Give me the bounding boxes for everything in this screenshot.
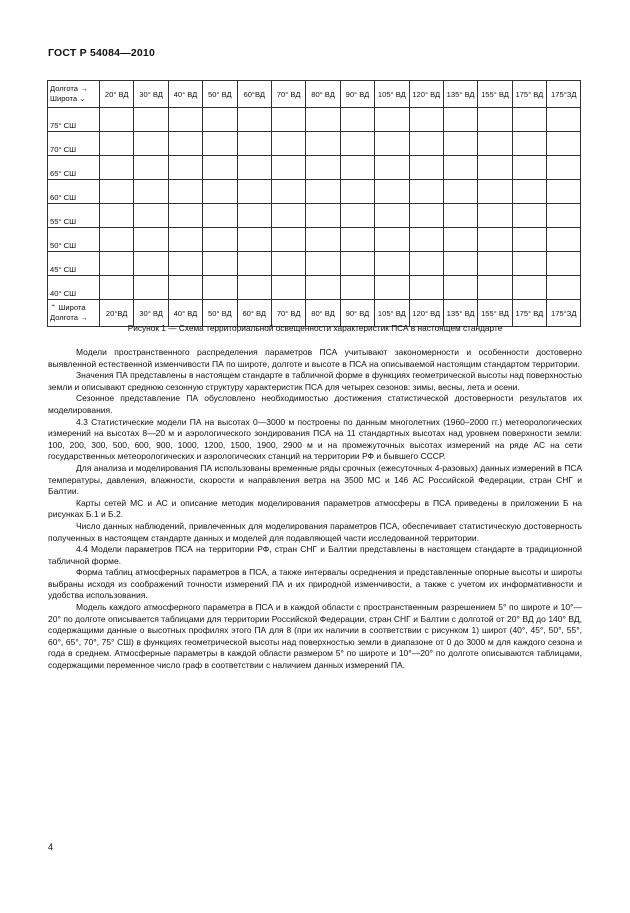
latitude-row bbox=[48, 228, 581, 252]
latitude-label: 75° СШ bbox=[48, 108, 100, 132]
longitude-header-row bbox=[48, 81, 581, 108]
grid-cell bbox=[203, 156, 237, 180]
grid-cell bbox=[168, 276, 202, 300]
grid-cell bbox=[340, 228, 374, 252]
grid-cell bbox=[478, 132, 512, 156]
grid-cell bbox=[237, 228, 271, 252]
longitude-footer: 70° ВД bbox=[271, 300, 305, 327]
grid-cell bbox=[168, 132, 202, 156]
grid-cell bbox=[409, 276, 443, 300]
latitude-label: 65° СШ bbox=[48, 156, 100, 180]
grid-cell bbox=[203, 228, 237, 252]
grid-cell bbox=[271, 108, 305, 132]
grid-cell bbox=[443, 252, 477, 276]
figure-caption: Рисунок 1 — Схема территориальной освещенности характеристик ПСА в настоящем стандарте bbox=[127, 323, 503, 333]
grid-cell bbox=[478, 252, 512, 276]
grid-cell bbox=[443, 204, 477, 228]
grid-cell bbox=[134, 252, 168, 276]
grid-cell bbox=[340, 252, 374, 276]
grid-cell bbox=[134, 132, 168, 156]
paragraph: Сезонное представление ПА обусловлено необходимостью достижения статистической достоверности результатов их моделирования. bbox=[48, 393, 582, 415]
paragraph: Модель каждого атмосферного параметра в ПСА и в каждой области с пространственным разрешением 5° по широте и 10°—20° по долготе описывается таблицами для территории Российской Федерации, стран СНГ и Балтии с долготой от 20° ВД до 140° ВД, содержащими данные о высотных профилях этого ПА для 8 (при их наличии в соответствии с рисунком 1) широт (40°, 45°, 50°, 55°, 60°, 65°, 70°, 75° СШ) в функциях геометрической высоты над поверхностью земли в диапазоне от 0 до 3000 м для каждого сезона и года в среднем. Атмосферные параметры в каждой области размером 5° по широте и 10°—20° по долготе описываются таблицами, содержащими переменное число граф в соответствии с наличием данных измерений ПА. bbox=[48, 602, 582, 671]
grid-cell bbox=[512, 156, 546, 180]
grid-cell bbox=[375, 252, 409, 276]
grid-cell bbox=[512, 252, 546, 276]
grid-cell bbox=[237, 180, 271, 204]
latitude-row bbox=[48, 252, 581, 276]
grid-cell bbox=[237, 276, 271, 300]
grid-cell bbox=[271, 132, 305, 156]
grid-cell bbox=[375, 204, 409, 228]
latitude-label: 55° СШ bbox=[48, 204, 100, 228]
grid-cell bbox=[306, 156, 340, 180]
grid-cell bbox=[134, 108, 168, 132]
grid-cell bbox=[168, 156, 202, 180]
corner-label: Долгота → bbox=[50, 84, 88, 93]
longitude-header: 50° ВД bbox=[203, 81, 237, 108]
grid-cell bbox=[443, 180, 477, 204]
grid-cell bbox=[547, 156, 581, 180]
document-header: ГОСТ Р 54084—2010 bbox=[48, 47, 156, 59]
grid-cell bbox=[134, 180, 168, 204]
latitude-row bbox=[48, 132, 581, 156]
latitude-row bbox=[48, 204, 581, 228]
longitude-footer: 175° ВД bbox=[512, 300, 546, 327]
grid-cell bbox=[375, 156, 409, 180]
longitude-header: 135° ВД bbox=[443, 81, 477, 108]
grid-cell bbox=[134, 228, 168, 252]
grid-cell bbox=[100, 228, 134, 252]
corner-label: Долгота → bbox=[50, 313, 88, 322]
grid-cell bbox=[237, 156, 271, 180]
grid-cell bbox=[443, 156, 477, 180]
grid-cell bbox=[375, 108, 409, 132]
longitude-footer: 120° ВД bbox=[409, 300, 443, 327]
longitude-footer: 80° ВД bbox=[306, 300, 340, 327]
latitude-label: 70° СШ bbox=[48, 132, 100, 156]
grid-cell bbox=[203, 252, 237, 276]
grid-cell bbox=[547, 204, 581, 228]
grid-cell bbox=[478, 108, 512, 132]
grid-cell bbox=[134, 276, 168, 300]
grid-cell bbox=[547, 108, 581, 132]
grid-cell bbox=[340, 156, 374, 180]
longitude-footer: 30° ВД bbox=[134, 300, 168, 327]
grid-cell bbox=[547, 252, 581, 276]
grid-cell bbox=[100, 252, 134, 276]
grid-cell bbox=[203, 132, 237, 156]
paragraph: Форма таблиц атмосферных параметров в ПСА, а также интервалы осреднения и представленные опорные высоты и широты выбраны исходя из соображений точности измерений ПА и их природной изменчивости, а также с учетом их информативности и удобства использования. bbox=[48, 567, 582, 601]
grid-cell bbox=[134, 156, 168, 180]
grid-cell bbox=[512, 108, 546, 132]
grid-cell bbox=[237, 132, 271, 156]
longitude-footer: 105° ВД bbox=[375, 300, 409, 327]
grid-cell bbox=[375, 132, 409, 156]
paragraph: Модели пространственного распределения параметров ПСА учитывают закономерности и особенности достоверно выявленной естественной изменчивости ПА по широте, долготе и высоте в ПСА на описываемой настоящим стандартом территории. bbox=[48, 347, 582, 369]
grid-cell bbox=[203, 180, 237, 204]
grid-cell bbox=[340, 180, 374, 204]
grid-cell bbox=[375, 276, 409, 300]
coverage-grid bbox=[47, 80, 581, 327]
grid-cell bbox=[168, 180, 202, 204]
grid-cell bbox=[168, 108, 202, 132]
longitude-header: 20° ВД bbox=[100, 81, 134, 108]
grid-cell bbox=[478, 204, 512, 228]
grid-cell bbox=[478, 156, 512, 180]
grid-cell bbox=[271, 252, 305, 276]
latitude-label: 45° СШ bbox=[48, 252, 100, 276]
grid-cell bbox=[203, 108, 237, 132]
longitude-footer: 20°ВД bbox=[100, 300, 134, 327]
latitude-label: 40° СШ bbox=[48, 276, 100, 300]
grid-cell bbox=[271, 204, 305, 228]
paragraph: Значения ПА представлены в настоящем стандарте в табличной форме в функциях геометрической высоты над поверхностью земли и описывают среднюю сезонную структуру характеристик ПСА для четырех сезонов: зимы, весны, лета и осени. bbox=[48, 370, 582, 392]
longitude-footer: 40° ВД bbox=[168, 300, 202, 327]
grid-cell bbox=[306, 132, 340, 156]
grid-cell bbox=[100, 204, 134, 228]
grid-cell bbox=[306, 252, 340, 276]
corner-label: Широта ⌄ bbox=[50, 94, 86, 103]
grid-cell bbox=[306, 180, 340, 204]
longitude-header: 105° ВД bbox=[375, 81, 409, 108]
grid-cell bbox=[409, 228, 443, 252]
grid-cell bbox=[443, 108, 477, 132]
paragraph: 4.3 Статистические модели ПА на высотах 0—3000 м построены по данным многолетних (1960–2000 гг.) метеорологических измерений на высотах 8—20 м и аэрологического зондирования ПСА на 11 стандартных высотах над уровнем поверхности земли: 100, 200, 300, 500, 600, 900, 1000, 1200, 1500, 1900, 2900 м и на промежуточных высотах измерений на ряде АС на сети государственных метеорологических и аэрологических станций на территории РФ и бывшего СССР. bbox=[48, 416, 582, 462]
longitude-header: 30° ВД bbox=[134, 81, 168, 108]
grid-cell bbox=[271, 228, 305, 252]
grid-cell bbox=[375, 180, 409, 204]
grid-cell bbox=[512, 180, 546, 204]
grid-cell bbox=[478, 276, 512, 300]
longitude-header: 40° ВД bbox=[168, 81, 202, 108]
longitude-footer: 90° ВД bbox=[340, 300, 374, 327]
paragraph: Карты сетей МС и АС и описание методик моделирования параметров атмосферы в ПСА приведены в приложении Б на рисунках Б.1 и Б.2. bbox=[48, 497, 582, 520]
grid-cell bbox=[547, 180, 581, 204]
grid-cell bbox=[100, 108, 134, 132]
grid-cell bbox=[375, 228, 409, 252]
grid-cell bbox=[478, 228, 512, 252]
grid-cell bbox=[100, 180, 134, 204]
grid-cell bbox=[409, 132, 443, 156]
grid-cell bbox=[237, 252, 271, 276]
longitude-header: 80° ВД bbox=[306, 81, 340, 108]
grid-cell bbox=[237, 108, 271, 132]
longitude-footer: 60° ВД bbox=[237, 300, 271, 327]
grid-cell bbox=[547, 276, 581, 300]
longitude-header: 90° ВД bbox=[340, 81, 374, 108]
latitude-label: 50° СШ bbox=[48, 228, 100, 252]
grid-cell bbox=[237, 204, 271, 228]
grid-cell bbox=[168, 228, 202, 252]
longitude-header: 155° ВД bbox=[478, 81, 512, 108]
paragraph: Для анализа и моделирования ПА использованы временные ряды срочных (ежесуточных 4-разовых) данных измерений в ПСА температуры, давления, влажности, скорости и направления ветра на 3500 МС и 146 АС Российской Федерации, стран СНГ и Балтии. bbox=[48, 462, 582, 497]
grid-cell bbox=[512, 132, 546, 156]
body-text bbox=[48, 347, 582, 672]
grid-cell bbox=[409, 156, 443, 180]
grid-cell bbox=[409, 180, 443, 204]
grid-cell bbox=[306, 276, 340, 300]
grid-cell bbox=[203, 204, 237, 228]
grid-cell bbox=[478, 180, 512, 204]
grid-cell bbox=[409, 108, 443, 132]
grid-cell bbox=[100, 156, 134, 180]
longitude-footer: 50° ВД bbox=[203, 300, 237, 327]
grid-cell bbox=[340, 108, 374, 132]
grid-cell bbox=[547, 228, 581, 252]
corner-label: ⌃ Широта bbox=[50, 303, 86, 312]
grid-cell bbox=[547, 132, 581, 156]
longitude-header: 120° ВД bbox=[409, 81, 443, 108]
grid-cell bbox=[340, 204, 374, 228]
latitude-label: 60° СШ bbox=[48, 180, 100, 204]
paragraph: Число данных наблюдений, привлеченных для моделирования параметров ПСА, обеспечивает статистическую достоверность полученных в настоящем стандарте данных и моделей для подавляющей части исследованной территории. bbox=[48, 520, 582, 543]
grid-cell bbox=[271, 180, 305, 204]
grid-cell bbox=[443, 132, 477, 156]
latitude-row bbox=[48, 156, 581, 180]
grid-cell bbox=[340, 276, 374, 300]
grid-cell bbox=[512, 276, 546, 300]
grid-cell bbox=[168, 252, 202, 276]
grid-cell bbox=[306, 108, 340, 132]
grid-cell bbox=[306, 228, 340, 252]
longitude-header: 175° ВД bbox=[512, 81, 546, 108]
latitude-row bbox=[48, 180, 581, 204]
latitude-row bbox=[48, 108, 581, 132]
grid-cell bbox=[443, 228, 477, 252]
grid-cell bbox=[409, 204, 443, 228]
grid-cell bbox=[271, 276, 305, 300]
longitude-footer: 135° ВД bbox=[443, 300, 477, 327]
grid-cell bbox=[100, 132, 134, 156]
grid-corner-top bbox=[48, 81, 100, 108]
grid-cell bbox=[512, 204, 546, 228]
longitude-header: 70° ВД bbox=[271, 81, 305, 108]
grid-cell bbox=[134, 204, 168, 228]
longitude-header: 175°ЗД bbox=[547, 81, 581, 108]
longitude-header: 60°ВД bbox=[237, 81, 271, 108]
grid-cell bbox=[409, 252, 443, 276]
grid-cell bbox=[306, 204, 340, 228]
grid-cell bbox=[100, 276, 134, 300]
latitude-row bbox=[48, 276, 581, 300]
grid-cell bbox=[340, 132, 374, 156]
page-number: 4 bbox=[48, 842, 54, 852]
grid-cell bbox=[168, 204, 202, 228]
longitude-footer: 155° ВД bbox=[478, 300, 512, 327]
grid-cell bbox=[512, 228, 546, 252]
grid-cell bbox=[443, 276, 477, 300]
grid-cell bbox=[203, 276, 237, 300]
grid-cell bbox=[271, 156, 305, 180]
longitude-footer: 175°ЗД bbox=[547, 300, 581, 327]
paragraph: 4.4 Модели параметров ПСА на территории РФ, стран СНГ и Балтии представлены в настоящем стандарте в традиционной табличной форме. bbox=[48, 544, 582, 566]
